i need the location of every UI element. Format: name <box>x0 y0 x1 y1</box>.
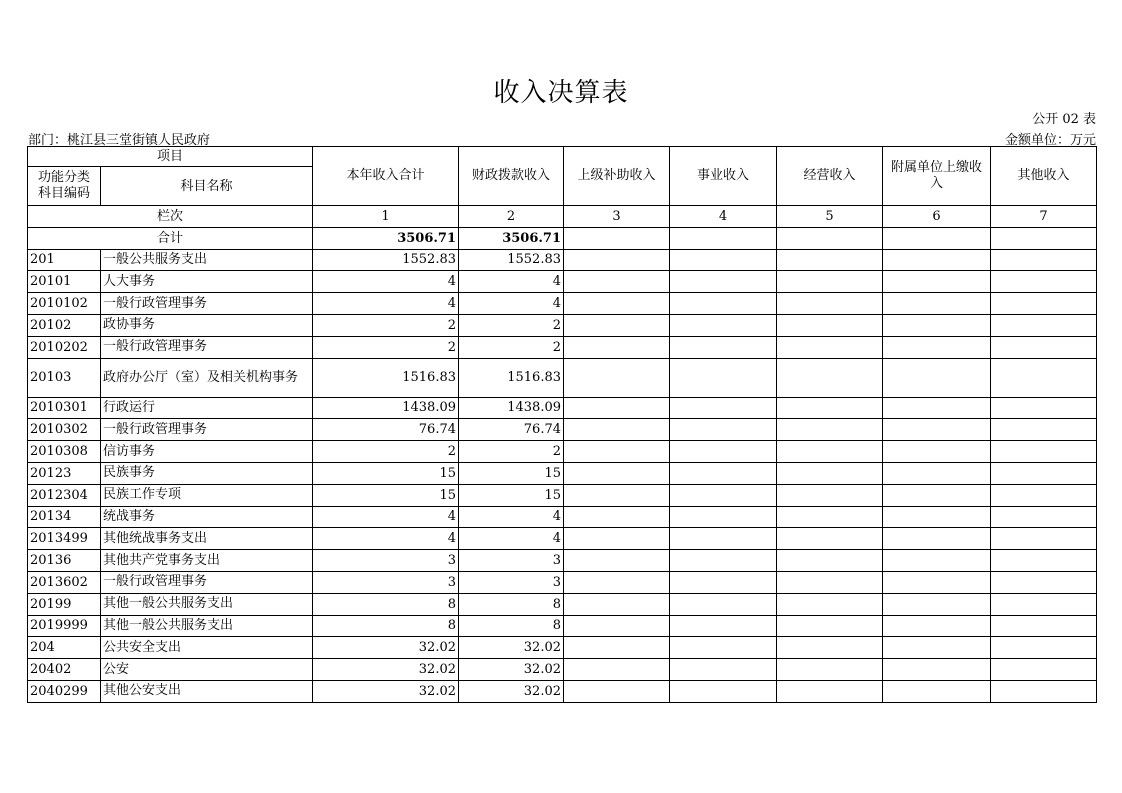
col-number: 2 <box>459 206 564 228</box>
row-empty-cell <box>670 397 777 419</box>
row-code: 2010102 <box>28 293 101 315</box>
row-empty-cell <box>883 506 991 528</box>
table-row <box>28 528 1097 550</box>
row-total-income: 8 <box>313 593 459 615</box>
row-empty-cell <box>670 571 777 593</box>
row-empty-cell <box>883 293 991 315</box>
row-fiscal-income: 1438.09 <box>459 397 564 419</box>
row-empty-cell <box>564 637 670 659</box>
row-empty-cell <box>670 659 777 681</box>
row-empty-cell <box>564 462 670 484</box>
form-code: 公开 02 表 <box>1032 112 1096 127</box>
col-index-label: 栏次 <box>28 206 313 228</box>
row-empty-cell <box>991 336 1097 358</box>
row-total-income: 4 <box>313 271 459 293</box>
row-empty-cell <box>777 336 883 358</box>
row-fiscal-income: 4 <box>459 271 564 293</box>
row-empty-cell <box>777 680 883 702</box>
row-empty-cell <box>883 397 991 419</box>
row-empty-cell <box>777 571 883 593</box>
col-number: 1 <box>313 206 459 228</box>
row-empty-cell <box>564 249 670 271</box>
row-empty-cell <box>991 419 1097 441</box>
row-empty-cell <box>883 314 991 336</box>
row-empty-cell <box>670 271 777 293</box>
row-empty-cell <box>777 397 883 419</box>
row-empty-cell <box>777 593 883 615</box>
row-empty-cell <box>991 462 1097 484</box>
col-number: 3 <box>564 206 670 228</box>
row-empty-cell <box>777 615 883 637</box>
row-fiscal-income: 8 <box>459 615 564 637</box>
row-fiscal-income: 32.02 <box>459 659 564 681</box>
row-empty-cell <box>991 441 1097 463</box>
row-fiscal-income: 2 <box>459 336 564 358</box>
row-empty-cell <box>883 637 991 659</box>
row-empty-cell <box>670 419 777 441</box>
row-empty-cell <box>991 484 1097 506</box>
row-code: 20134 <box>28 506 101 528</box>
header-col-7: 其他收入 <box>991 147 1097 206</box>
header-item: 项目 <box>28 147 313 167</box>
row-subject-name: 其他一般公共服务支出 <box>101 615 313 637</box>
row-empty-cell <box>670 314 777 336</box>
row-empty-cell <box>991 550 1097 572</box>
header-col-2: 财政拨款收入 <box>459 147 564 206</box>
row-empty-cell <box>991 293 1097 315</box>
row-code: 2012304 <box>28 484 101 506</box>
row-empty-cell <box>991 314 1097 336</box>
row-empty-cell <box>564 550 670 572</box>
table-row <box>28 484 1097 506</box>
row-subject-name: 其他一般公共服务支出 <box>101 593 313 615</box>
row-empty-cell <box>777 358 883 397</box>
col-number: 7 <box>991 206 1097 228</box>
row-empty-cell <box>564 593 670 615</box>
row-subject-name: 民族工作专项 <box>101 484 313 506</box>
header-col-3: 上级补助收入 <box>564 147 670 206</box>
row-total-income: 2 <box>313 336 459 358</box>
row-empty-cell <box>991 249 1097 271</box>
row-empty-cell <box>670 637 777 659</box>
row-empty-cell <box>991 615 1097 637</box>
row-empty-cell <box>777 506 883 528</box>
row-empty-cell <box>670 528 777 550</box>
table-row <box>28 397 1097 419</box>
row-empty-cell <box>777 293 883 315</box>
row-fiscal-income: 76.74 <box>459 419 564 441</box>
row-subject-name: 公安 <box>101 659 313 681</box>
row-empty-cell <box>883 550 991 572</box>
row-total-income: 1438.09 <box>313 397 459 419</box>
row-empty-cell <box>670 441 777 463</box>
row-empty-cell <box>777 462 883 484</box>
row-empty-cell <box>564 419 670 441</box>
row-empty-cell <box>670 550 777 572</box>
row-fiscal-income: 4 <box>459 528 564 550</box>
row-subject-name: 政协事务 <box>101 314 313 336</box>
row-total-income: 32.02 <box>313 659 459 681</box>
row-empty-cell <box>564 358 670 397</box>
row-fiscal-income: 3 <box>459 571 564 593</box>
row-empty-cell <box>777 441 883 463</box>
total-income: 3506.71 <box>313 227 459 249</box>
row-subject-name: 一般行政管理事务 <box>101 336 313 358</box>
row-empty-cell <box>777 637 883 659</box>
row-fiscal-income: 4 <box>459 506 564 528</box>
row-empty-cell <box>991 358 1097 397</box>
row-empty-cell <box>883 528 991 550</box>
row-empty-cell <box>777 528 883 550</box>
header-col-4: 事业收入 <box>670 147 777 206</box>
row-total-income: 4 <box>313 528 459 550</box>
row-empty-cell <box>991 593 1097 615</box>
row-code: 2019999 <box>28 615 101 637</box>
row-total-income: 8 <box>313 615 459 637</box>
row-code: 2040299 <box>28 680 101 702</box>
total-fiscal: 3506.71 <box>459 227 564 249</box>
row-empty-cell <box>564 336 670 358</box>
row-subject-name: 民族事务 <box>101 462 313 484</box>
row-subject-name: 一般公共服务支出 <box>101 249 313 271</box>
row-empty-cell <box>564 680 670 702</box>
row-empty-cell <box>670 336 777 358</box>
row-total-income: 4 <box>313 506 459 528</box>
row-code: 20101 <box>28 271 101 293</box>
row-empty-cell <box>883 358 991 397</box>
row-total-income: 32.02 <box>313 637 459 659</box>
table-row <box>28 271 1097 293</box>
row-fiscal-income: 15 <box>459 462 564 484</box>
row-code: 2013499 <box>28 528 101 550</box>
row-total-income: 1552.83 <box>313 249 459 271</box>
row-empty-cell <box>991 271 1097 293</box>
table-row <box>28 419 1097 441</box>
header-subject-name: 科目名称 <box>101 167 313 206</box>
row-total-income: 2 <box>313 314 459 336</box>
row-total-income: 3 <box>313 550 459 572</box>
row-empty-cell <box>670 615 777 637</box>
table-row <box>28 293 1097 315</box>
row-fiscal-income: 2 <box>459 441 564 463</box>
row-empty-cell <box>883 462 991 484</box>
row-empty-cell <box>991 680 1097 702</box>
page-title: 收入决算表 <box>493 78 629 108</box>
row-empty-cell <box>564 293 670 315</box>
row-code: 2010308 <box>28 441 101 463</box>
row-code: 2010301 <box>28 397 101 419</box>
row-total-income: 2 <box>313 441 459 463</box>
row-subject-name: 统战事务 <box>101 506 313 528</box>
row-subject-name: 其他公安支出 <box>101 680 313 702</box>
table-row <box>28 314 1097 336</box>
col-number: 5 <box>777 206 883 228</box>
row-empty-cell <box>564 397 670 419</box>
table-row <box>28 550 1097 572</box>
row-empty-cell <box>670 680 777 702</box>
row-empty-cell <box>883 593 991 615</box>
department-label: 部门：桃江县三堂街镇人民政府 <box>28 133 211 148</box>
row-empty-cell <box>991 528 1097 550</box>
row-empty-cell <box>670 462 777 484</box>
row-empty-cell <box>564 659 670 681</box>
row-code: 2010302 <box>28 419 101 441</box>
row-empty-cell <box>991 637 1097 659</box>
row-fiscal-income: 32.02 <box>459 680 564 702</box>
row-empty-cell <box>564 571 670 593</box>
row-empty-cell <box>670 593 777 615</box>
row-empty-cell <box>883 680 991 702</box>
row-total-income: 3 <box>313 571 459 593</box>
row-empty-cell <box>564 441 670 463</box>
table-row <box>28 441 1097 463</box>
row-fiscal-income: 2 <box>459 314 564 336</box>
row-total-income: 76.74 <box>313 419 459 441</box>
row-empty-cell <box>670 293 777 315</box>
row-empty-cell <box>564 528 670 550</box>
row-empty-cell <box>670 484 777 506</box>
row-subject-name: 一般行政管理事务 <box>101 419 313 441</box>
table-row <box>28 615 1097 637</box>
table-row <box>28 462 1097 484</box>
row-total-income: 15 <box>313 462 459 484</box>
row-empty-cell <box>883 336 991 358</box>
row-empty-cell <box>883 249 991 271</box>
table-row <box>28 659 1097 681</box>
header-col-6: 附属单位上缴收入 <box>883 147 991 206</box>
row-subject-name: 公共安全支出 <box>101 637 313 659</box>
table-row <box>28 571 1097 593</box>
row-subject-name: 一般行政管理事务 <box>101 293 313 315</box>
table-row <box>28 506 1097 528</box>
row-total-income: 1516.83 <box>313 358 459 397</box>
row-code: 20103 <box>28 358 101 397</box>
row-subject-name: 其他统战事务支出 <box>101 528 313 550</box>
row-empty-cell <box>991 506 1097 528</box>
row-empty-cell <box>564 271 670 293</box>
row-subject-name: 人大事务 <box>101 271 313 293</box>
row-empty-cell <box>777 314 883 336</box>
row-empty-cell <box>564 506 670 528</box>
row-total-income: 32.02 <box>313 680 459 702</box>
table-row <box>28 249 1097 271</box>
row-code: 20136 <box>28 550 101 572</box>
row-subject-name: 政府办公厅（室）及相关机构事务 <box>101 358 313 397</box>
row-empty-cell <box>883 441 991 463</box>
total-label: 合计 <box>28 227 313 249</box>
row-empty-cell <box>777 249 883 271</box>
row-fiscal-income: 32.02 <box>459 637 564 659</box>
row-empty-cell <box>883 271 991 293</box>
row-empty-cell <box>670 506 777 528</box>
row-empty-cell <box>670 358 777 397</box>
table-row <box>28 593 1097 615</box>
row-code: 20402 <box>28 659 101 681</box>
row-fiscal-income: 3 <box>459 550 564 572</box>
row-code: 2013602 <box>28 571 101 593</box>
row-code: 20123 <box>28 462 101 484</box>
row-subject-name: 一般行政管理事务 <box>101 571 313 593</box>
row-empty-cell <box>991 571 1097 593</box>
table-row <box>28 637 1097 659</box>
row-empty-cell <box>883 615 991 637</box>
row-code: 20102 <box>28 314 101 336</box>
row-empty-cell <box>883 419 991 441</box>
row-fiscal-income: 1552.83 <box>459 249 564 271</box>
row-empty-cell <box>777 550 883 572</box>
row-fiscal-income: 8 <box>459 593 564 615</box>
row-empty-cell <box>991 397 1097 419</box>
col-number: 6 <box>883 206 991 228</box>
row-empty-cell <box>883 659 991 681</box>
income-table <box>27 146 1097 703</box>
table-row <box>28 336 1097 358</box>
table-row <box>28 680 1097 702</box>
row-empty-cell <box>564 484 670 506</box>
header-col-5: 经营收入 <box>777 147 883 206</box>
row-empty-cell <box>670 249 777 271</box>
header-func-code: 功能分类 科目编码 <box>28 167 101 206</box>
table-row <box>28 358 1097 397</box>
row-fiscal-income: 1516.83 <box>459 358 564 397</box>
row-empty-cell <box>564 615 670 637</box>
row-empty-cell <box>564 314 670 336</box>
row-subject-name: 其他共产党事务支出 <box>101 550 313 572</box>
row-empty-cell <box>777 271 883 293</box>
row-code: 204 <box>28 637 101 659</box>
header-col-1: 本年收入合计 <box>313 147 459 206</box>
row-empty-cell <box>777 659 883 681</box>
row-empty-cell <box>883 484 991 506</box>
row-empty-cell <box>883 571 991 593</box>
col-number: 4 <box>670 206 777 228</box>
row-code: 201 <box>28 249 101 271</box>
row-fiscal-income: 15 <box>459 484 564 506</box>
row-empty-cell <box>777 419 883 441</box>
unit-label: 金额单位：万元 <box>1004 133 1096 148</box>
row-fiscal-income: 4 <box>459 293 564 315</box>
row-empty-cell <box>991 659 1097 681</box>
row-total-income: 15 <box>313 484 459 506</box>
row-empty-cell <box>777 484 883 506</box>
row-total-income: 4 <box>313 293 459 315</box>
row-code: 2010202 <box>28 336 101 358</box>
row-subject-name: 信访事务 <box>101 441 313 463</box>
row-code: 20199 <box>28 593 101 615</box>
row-subject-name: 行政运行 <box>101 397 313 419</box>
